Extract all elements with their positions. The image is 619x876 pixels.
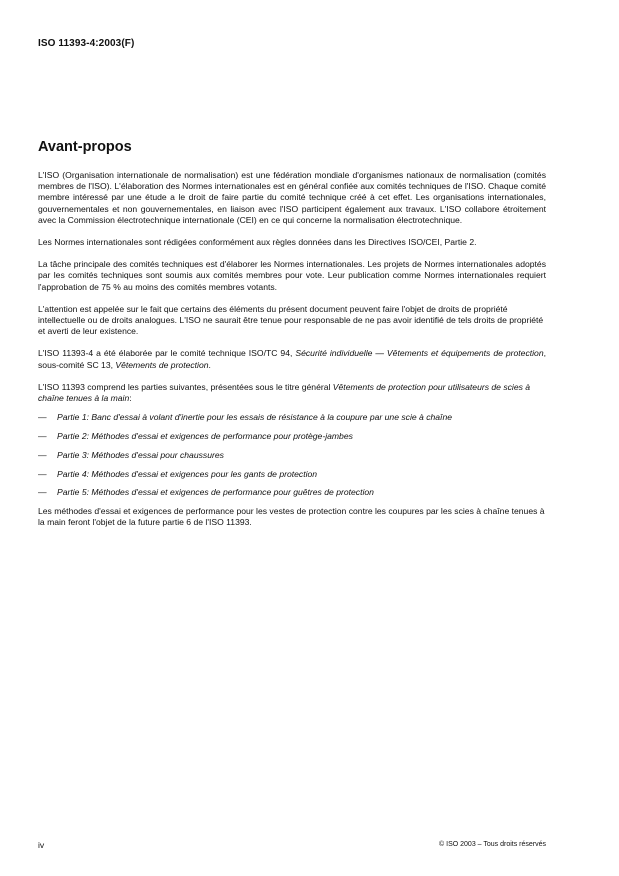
part-title: Partie 2: Méthodes d'essai et exigences de performance pour protège-jambes bbox=[57, 431, 353, 442]
part-title: Partie 4: Méthodes d'essai et exigences pour les gants de protection bbox=[57, 468, 318, 479]
paragraph-future-part: Les méthodes d'essai et exigences de performance pour les vestes de protection contre les coupures par les scies à chaîne tenues à la main feront l'objet de la future partie 6 de l'ISO 11393. bbox=[38, 506, 545, 528]
text: L'ISO 11393-4 a été élaborée par le comité technique ISO/TC 94, bbox=[38, 348, 296, 359]
committee-title: Sécurité individuelle — Vêtements et équipements de protection bbox=[295, 348, 544, 359]
page-number: iv bbox=[38, 840, 45, 850]
dash-bullet: — bbox=[38, 412, 47, 423]
paragraph-patent-rights: L'attention est appelée sur le fait que certains des éléments du présent document peuvent faire l'objet de droits de propriété intellectuelle ou de droits analogues. L'ISO ne saurait être tenue pour responsable de ne pas avoir identifié de tels droits de propriété et averti de leur existence. bbox=[38, 303, 544, 337]
dash-bullet: — bbox=[38, 468, 47, 479]
document-id-header: ISO 11393-4:2003(F) bbox=[38, 38, 135, 49]
list-item bbox=[38, 431, 546, 442]
parts-list bbox=[38, 412, 546, 498]
dash-bullet: — bbox=[38, 449, 47, 460]
foreword-body bbox=[38, 170, 546, 540]
paragraph-prepared-by bbox=[38, 348, 546, 370]
section-title: Avant-propos bbox=[38, 139, 132, 155]
paragraph-technical-committees: La tâche principale des comités techniques est d'élaborer les Normes internationales. Les projets de Normes internationales adoptés par les comités techniques sont soumis aux comités membres pour vote. Leur publication comme Normes internationales requiert l'approbation de 75 % au moins des comités membres votants. bbox=[38, 259, 546, 292]
list-item bbox=[38, 469, 546, 480]
text: : bbox=[129, 393, 132, 404]
list-item bbox=[38, 487, 546, 498]
part-title: Partie 1: Banc d'essai à volant d'inertie pour les essais de résistance à la coupure par une scie à chaîne bbox=[57, 412, 453, 423]
subcommittee-title: Vêtements de protection bbox=[115, 359, 209, 370]
paragraph-iso-intro: L'ISO (Organisation internationale de normalisation) est une fédération mondiale d'organismes nationaux de normalisation (comités membres de l'ISO). L'élaboration des Normes internationales est en général confiée aux comités techniques de l'ISO. Chaque comité membre intéressé par une étude a le droit de faire partie du comité technique créé à cet effet. Les organisations internationales, gouvernementales et non gouvernementales, en liaison avec l'ISO participent également aux travaux. L'ISO collabore étroitement avec la Commission électrotechnique internationale (CEI) en ce qui concerne la normalisation électrotechnique. bbox=[38, 170, 546, 225]
paragraph-directives: Les Normes internationales sont rédigées conformément aux règles données dans les Directives ISO/CEI, Partie 2. bbox=[38, 237, 477, 248]
list-item bbox=[38, 450, 546, 461]
dash-bullet: — bbox=[38, 487, 47, 498]
dash-bullet: — bbox=[38, 431, 47, 442]
text: . bbox=[208, 359, 211, 370]
paragraph-parts-intro bbox=[38, 382, 546, 404]
text: , sous-comité SC 13, bbox=[38, 348, 546, 370]
general-title: Vêtements de protection pour utilisateurs de scies à chaîne tenues à la main bbox=[38, 381, 531, 404]
part-title: Partie 5: Méthodes d'essai et exigences de performance pour guêtres de protection bbox=[57, 487, 374, 498]
text: L'ISO 11393 comprend les parties suivantes, présentées sous le titre général bbox=[38, 381, 333, 392]
part-title: Partie 3: Méthodes d'essai pour chaussures bbox=[57, 449, 224, 460]
list-item bbox=[38, 412, 546, 423]
copyright-notice: © ISO 2003 – Tous droits réservés bbox=[439, 841, 546, 848]
